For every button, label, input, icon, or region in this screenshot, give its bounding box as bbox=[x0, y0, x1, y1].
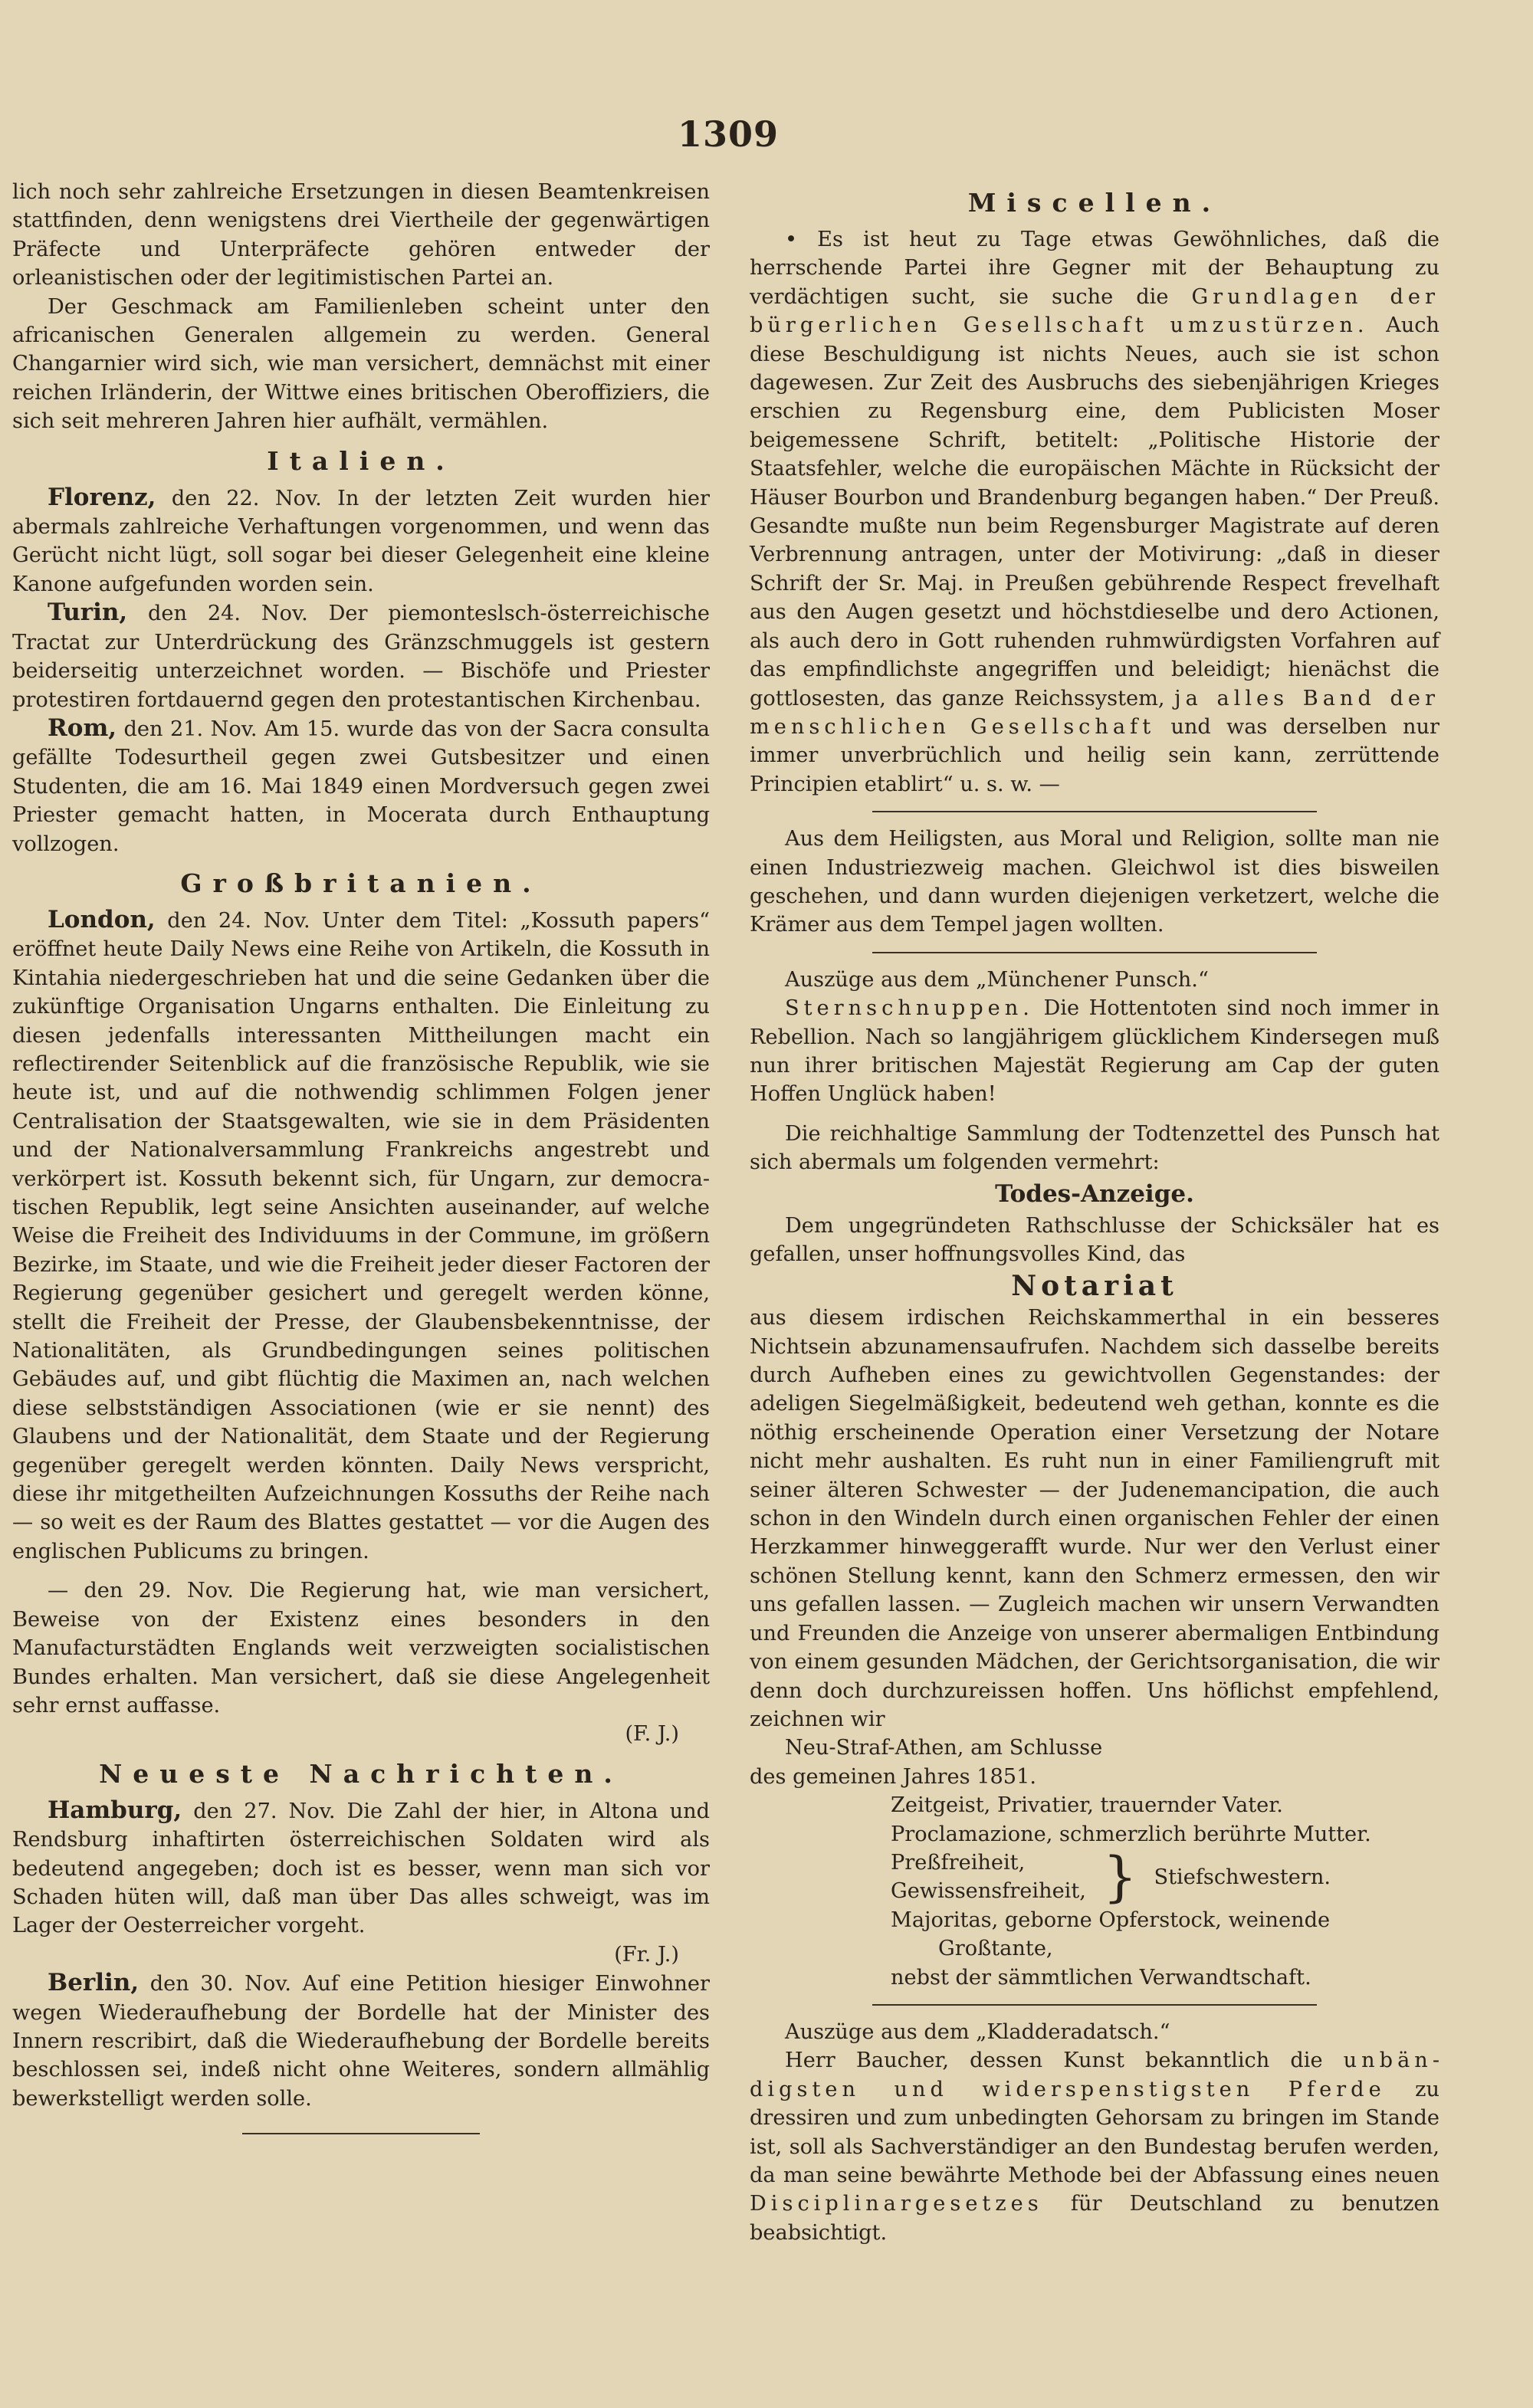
dateline-city: Berlin, bbox=[48, 1969, 140, 1997]
divider bbox=[872, 811, 1317, 812]
text: und was derselben nur immer unverbrüchlich und heilig sein kann, zerrüttende Principien etablirt“ u. s. w. — bbox=[750, 714, 1440, 796]
emphasis-text: Grundlagen der bürgerlichen Gesellschaft umzustürzen. bbox=[750, 284, 1439, 338]
section-heading-italien: Italien. bbox=[267, 445, 455, 476]
signatory: Majoritas, geborne Opferstock, weinende bbox=[891, 1908, 1331, 1932]
emphasis-text: Disciplinargesetzes bbox=[750, 2192, 1043, 2216]
miscellany-2: Aus dem Heiligsten, aus Moral und Religion, sollte man nie einen Industriezweig machen. Gleichwol ist dies bisweilen geschehen, und dann wurden diejenigen verketzert, welche die Krämer aus dem Tempel jagen wollten. bbox=[750, 827, 1439, 937]
signatory: Zeitgeist, Privatier, trauernder Vater. bbox=[891, 1793, 1283, 1818]
miscellany-1 bbox=[750, 225, 1439, 799]
divider bbox=[242, 2133, 480, 2134]
left-column bbox=[12, 178, 710, 2147]
emphasis-text: Sternschnuppen. bbox=[785, 996, 1034, 1021]
text: Herr Baucher, dessen Kunst bekanntlich die bbox=[785, 2049, 1344, 2073]
text: Die Hottentoten sind noch immer in Rebellion. Nach so langjährigem glücklichem Kindersegen muß nun ihrer britischen Majestät Regierung am Cap der guten Hoffen Unglück haben! bbox=[750, 996, 1439, 1107]
section-heading-neueste-nachrichten: Neueste Nachrichten. bbox=[99, 1758, 623, 1789]
punsch-sternschnuppen bbox=[750, 994, 1439, 1109]
signatory: Preßfreiheit, bbox=[891, 1850, 1026, 1875]
article-text: — den 29. Nov. Die Regierung hat, wie man versichert, Beweise von der Existenz eines besonders in den Manufacturstädten Englands weit verzweigten socialistischen Bundes erhalten. Man versichert, daß sie diese Angelegenheit sehr ernst auffasse. bbox=[12, 1579, 710, 1717]
kladderadatsch-title: Auszüge aus dem „Kladderadatsch.“ bbox=[785, 2019, 1170, 2044]
notariat-heading: Notariat bbox=[1011, 1269, 1178, 1302]
paragraph: Der Geschmack am Familienleben scheint unter den africanischen Generalen allgemein zu werden. General Changarnier wird sich, wie man versichert, demnächst mit einer reichen Irländerin, der Wittwe eines britischen Oberoffiziers, die sich seit mehreren Jahren hier aufhält, vermählen. bbox=[12, 294, 710, 434]
article-berlin bbox=[12, 1969, 710, 2113]
text: • Es ist heut zu Tage etwas Gewöhnliches, daß die herrschende Partei ihre Gegner mit der Behauptung zu verdächtigen sucht, sie suche die bbox=[750, 228, 1439, 309]
todes-place: Neu-Straf-Athen, am Schlusse bbox=[785, 1736, 1103, 1760]
kladderadatsch-paragraph bbox=[750, 2046, 1439, 2247]
source-signature: (Fr. J.) bbox=[614, 1942, 679, 1967]
text: für Deutschland zu benutzen beabsichtigt. bbox=[750, 2192, 1439, 2245]
text: zu dressiren und zum unbedingten Gehorsam zu bringen im Stande ist, soll als Sachverständiger an den Bundestag berufen werden, da man seine bewährte Methode bei der Abfassung eines neuen bbox=[750, 2077, 1439, 2187]
signatory: Proclamazione, schmerzlich berührte Mutter. bbox=[891, 1822, 1371, 1846]
article-turin bbox=[12, 599, 710, 714]
todes-intro: Die reichhaltige Sammlung der Todtenzettel des Punsch hat sich abermals um folgenden vermehrt: bbox=[750, 1121, 1439, 1175]
article-text: den 22. Nov. In der letzten Zeit wurden hier abermals zahlreiche Verhaftungen vorgenommen, und wenn das Gerücht nicht lügt, soll sogar bei dieser Gelegenheit eine kleine Kanone aufgefunden worden sein. bbox=[12, 486, 710, 596]
source-signature: (F. J.) bbox=[625, 1722, 679, 1747]
emphasis-text: ja alles Band der menschlichen Gesellschaft bbox=[750, 686, 1439, 739]
todes-paragraph: Dem ungegründeten Rathschlusse der Schicksäler hat es gefallen, unser hoffnungsvolles Kind, das bbox=[750, 1214, 1439, 1267]
paragraph: lich noch sehr zahlreiche Ersetzungen in diesen Beamtenkreisen stattfinden, denn wenigstens drei Viertheile der gegenwärtigen Präfecte und Unterpräfecte gehören entweder der orleanistischen oder der legitimistischen Partei an. bbox=[12, 180, 710, 290]
signatory: Großtante, bbox=[938, 1937, 1053, 1961]
signatory: Gewissensfreiheit, bbox=[891, 1879, 1086, 1904]
article-hamburg bbox=[12, 1796, 710, 1941]
page-number: 1309 bbox=[677, 113, 780, 155]
punsch-title: Auszüge aus dem „Münchener Punsch.“ bbox=[785, 967, 1209, 992]
article-london-2 bbox=[12, 1576, 710, 1720]
article-text: den 30. Nov. Auf eine Petition hiesiger Einwohner wegen Wiederaufhebung der Bordelle hat der Minister des Innern rescribirt, daß die Wiederaufhebung der Bordelle bereits beschlossen sei, indeß nicht ohne Weiteres, sondern allmählig bewerkstelligt werden solle. bbox=[12, 1972, 710, 2111]
signatory-role: Stiefschwestern. bbox=[1154, 1865, 1331, 1889]
dateline-city: Hamburg, bbox=[48, 1796, 182, 1824]
article-text: den 24. Nov. Der piemonteslsch-österreichische Tractat zur Unterdrückung des Gränzschmuggels ist gestern beiderseitig unterzeichnet worden. — Bischöfe und Priester protestiren fortdauernd gegen den protestantischen Kirchenbau. bbox=[12, 602, 710, 712]
dateline-city: London, bbox=[48, 905, 156, 933]
divider bbox=[872, 952, 1317, 953]
article-text: den 21. Nov. Am 15. wurde das von der Sacra consulta gefällte Todesurtheil gegen zwei Gutsbesitzer und einen Studenten, die am 16. Mai 1849 einen Mordversuch gegen zwei Priester gemacht hatten, in Mocerata durch Enthauptung vollzogen. bbox=[12, 717, 710, 856]
article-london bbox=[12, 906, 710, 1566]
divider bbox=[872, 2004, 1317, 2006]
dateline-city: Rom, bbox=[48, 714, 117, 742]
dateline-city: Turin, bbox=[48, 599, 128, 627]
emphasis-text: unbändigsten und widerspenstigsten Pferde bbox=[750, 2049, 1439, 2101]
text: Auch diese Beschuldigung ist nichts Neues, auch sie ist schon dagewesen. Zur Zeit des Ausbruchs des siebenjährigen Krieges erschien zu Regensburg eine, dem Publicisten Moser beigemessene Schrift, betitelt: „Politische Historie der Staatsfehler, welche die europäischen Mächte in Rücksicht der Häuser Bourbon und Brandenburg begangen haben.“ Der Preuß. Gesandte mußte nun beim Regensburger Magistrate auf deren Verbrennung antragen, unter der Motivirung: „daß in dieser Schrift der Sr. Maj. in Preußen gebührende Respect frevelhaft aus den Augen gesetzt und höchstdieselbe und dero Actionen, als auch dero in Gott ruhenden ruhmwürdigsten Vorfahren auf das empfindlichste angegriffen und beleidigt; hienächst die gottlosesten, das ganze Reichssystem, bbox=[750, 313, 1439, 710]
section-heading-grossbritanien: Großbritanien. bbox=[180, 868, 542, 898]
todes-anzeige-title: Todes-Anzeige. bbox=[995, 1179, 1194, 1208]
signatory-group bbox=[750, 1845, 1439, 1909]
article-florenz bbox=[12, 484, 710, 599]
todes-year: des gemeinen Jahres 1851. bbox=[750, 1764, 1037, 1789]
article-text: den 27. Nov. Die Zahl der hier, in Altona und Rendsburg inhaftirten österreichischen Soldaten wird als bedeutend angegeben; doch ist es besser, wenn man sich vor Schaden hüten will, daß man über Das alles schweigt, was im Lager der Oesterreicher vorgeht. bbox=[12, 1799, 710, 1938]
todes-paragraph: aus diesem irdischen Reichskammerthal in ein besseres Nichtsein abzunamensaufrufen. Nachdem sich dasselbe bereits durch Aufheben eines zu gewichtvollen Gegenstandes: der adeligen Siegelmäßigkeit, bedeutend weh gethan, konnte es die nöthig erscheinende Operation einer Versetzung der Notare nicht mehr aushalten. Es ruht nun in einer Familiengruft mit seiner älteren Schwester — der Judenemancipation, die auch schon in den Windeln durch einen organischen Fehler der einen Herzkammer hinweggerafft wurde. Nur wer den Verlust einer schönen Stellung kennt, kann den Schmerz ermessen, den wir uns gefallen lassen. — Zugleich machen wir unsern Verwandten und Freunden die Anzeige von unserer abermaligen Entbindung von einem gesunden Mädchen, der Gerichtsorganisation, die wir denn doch durchzureissen hoffen. Uns höflichst empfehlend, zeichnen wir bbox=[750, 1306, 1439, 1731]
right-column bbox=[750, 178, 1439, 2247]
section-heading-miscellen: Miscellen. bbox=[967, 188, 1222, 218]
dateline-city: Florenz, bbox=[48, 483, 156, 511]
article-text: den 24. Nov. Unter dem Titel: „Kossuth papers“ eröffnet heute Daily News eine Reihe von Artikeln, die Kossuth in Kintahia niedergeschrieben hat und die seine Gedanken über die zukünftige Organisation Ungarns enthalten. Die Einleitung zu diesen jedenfalls interessanten Mittheilungen macht ein reflectirender Seitenblick auf die französische Republik, wie sie heute ist, und auf die nothwendig schlimmen Folgen jener Centralisation der Staatsgewalten, wie sie in dem Präsidenten und der Nationalversammlung Frankreichs angestrebt und verkörpert ist. Kossuth bekennt sich, für Ungarn, zur democratischen Republik, legt seine Ansichten auseinander, auf welche Weise die Freiheit des Individuums in der Commune, im größern Bezirke, im Staate, und wie die Freiheit jeder dieser Factoren der Regierung gegenüber gesichert und geregelt werden könne, stellt die Freiheit der Presse, der Glaubensbekenntnisse, der Nationalitäten, als Grundbedingungen seines politischen Gebäudes auf, und gibt flüchtig die Maximen an, nach welchen diese selbstständigen Associationen (wie er sie nennt) des Glaubens und der Nationalität, dem Staate und der Regierung gegenüber geregelt werden könnten. Daily News verspricht, diese ihr mitgetheilten Aufzeichnungen Kossuths der Reihe nach — so weit es der Raum des Blattes gestattet — vor die Augen des englischen Publicums zu bringen. bbox=[12, 908, 710, 1563]
signatory: nebst der sämmtlichen Verwandtschaft. bbox=[891, 1965, 1311, 1990]
brace-icon: } bbox=[1102, 1845, 1137, 1909]
article-rom bbox=[12, 714, 710, 858]
